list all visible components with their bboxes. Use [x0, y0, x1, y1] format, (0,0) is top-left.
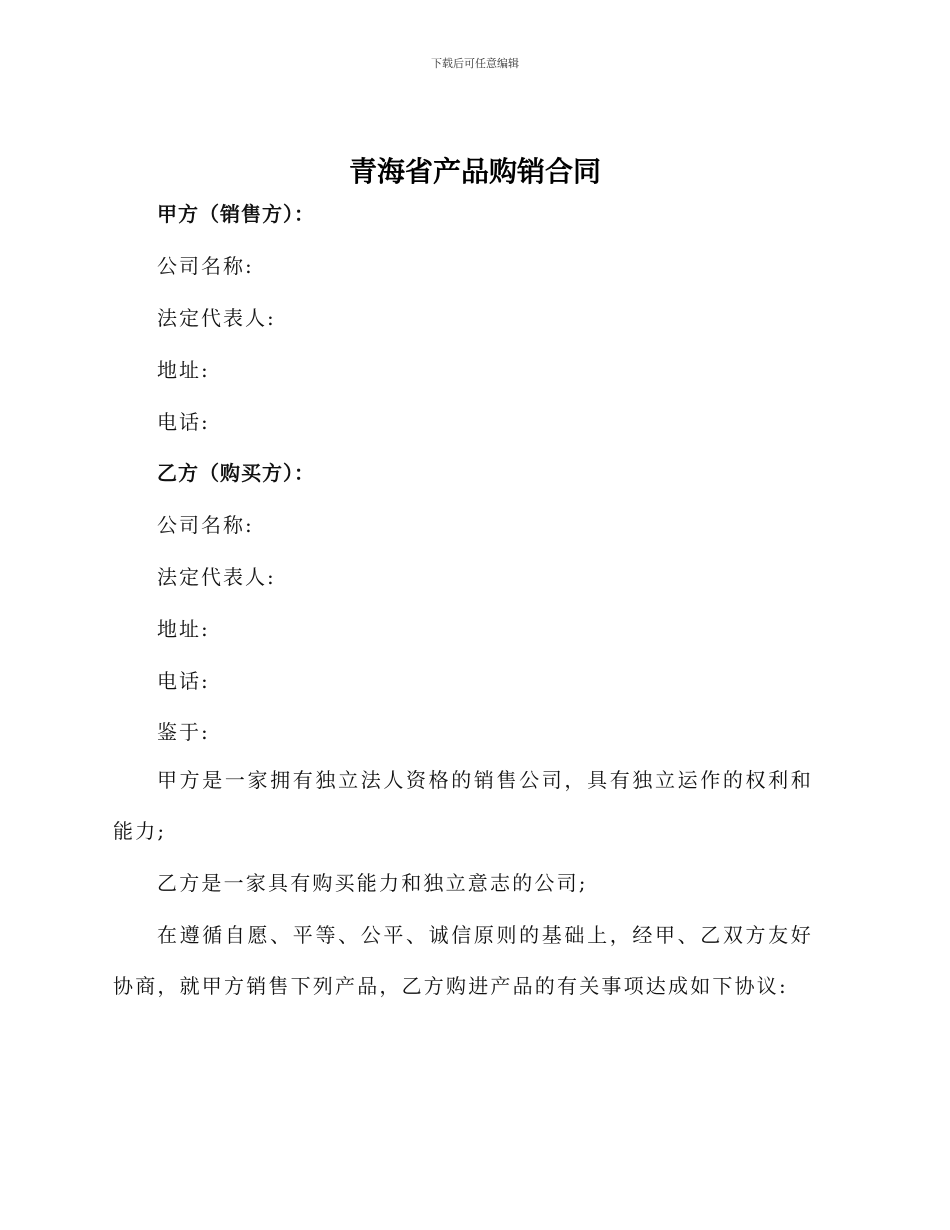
whereas-label: 鉴于:	[157, 720, 210, 744]
party-b-address-label: 地址:	[157, 617, 210, 641]
party-a-address-label: 地址:	[157, 358, 210, 382]
party-a-representative-label: 法定代表人:	[157, 306, 276, 330]
party-a-phone-label: 电话:	[157, 410, 210, 434]
party-b-heading: 乙方（购买方）：	[157, 461, 315, 485]
party-b-phone-label: 电话:	[157, 669, 210, 693]
header-note: 下载后可任意编辑	[431, 57, 519, 70]
paragraph-3: 在遵循自愿、平等、公平、诚信原则的基础上，经甲、乙双方友好协商，就甲方销售下列产品，乙方购进产品的有关事项达成如下协议:	[113, 923, 813, 998]
page-title: 青海省产品购销合同	[348, 155, 601, 188]
party-a-heading: 甲方（销售方）：	[157, 202, 315, 226]
party-b-representative-label: 法定代表人:	[157, 565, 276, 589]
paragraph-1: 甲方是一家拥有独立法人资格的销售公司，具有独立运作的权利和能力;	[113, 768, 813, 843]
paragraph-2: 乙方是一家具有购买能力和独立意志的公司;	[157, 871, 588, 895]
party-a-company-label: 公司名称:	[157, 254, 254, 278]
party-b-company-label: 公司名称:	[157, 513, 254, 537]
